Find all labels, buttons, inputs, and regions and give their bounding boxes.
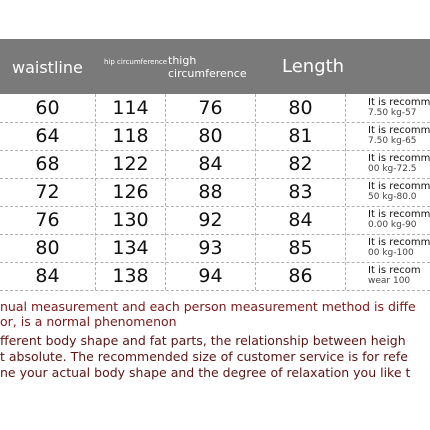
- cell-waist: 64: [35, 125, 60, 147]
- recommendation-text: It is recom: [368, 265, 421, 276]
- cell-length: 81: [288, 125, 313, 147]
- header-hip-label: hip circumference: [104, 58, 168, 66]
- recommendation-weight: 7.50 kg-65: [368, 136, 417, 146]
- footer-line-4: t absolute. The recommended size of customer service is for refe: [0, 351, 408, 364]
- recommendation-text: It is recomm: [368, 125, 430, 136]
- cell-length: 83: [288, 181, 313, 203]
- column-divider: [345, 94, 346, 290]
- column-divider: [95, 94, 96, 290]
- table-row: [0, 150, 430, 179]
- header-thigh: [168, 54, 268, 80]
- cell-hip: 138: [112, 265, 149, 287]
- cell-waist: 68: [35, 153, 60, 175]
- footer-line-5: ne your actual body shape and the degree of relaxation you like t: [0, 367, 411, 380]
- footer-line-3: fferent body shape and fat parts, the relationship between heigh: [0, 335, 406, 348]
- table-row: [0, 122, 430, 151]
- cell-length: 86: [288, 265, 313, 287]
- cell-length: 80: [288, 97, 313, 119]
- cell-length: 85: [288, 237, 313, 259]
- cell-length: 84: [288, 209, 313, 231]
- recommendation-text: It is recomm: [368, 209, 430, 220]
- weight-recommendation: [356, 262, 430, 290]
- cell-thigh: 88: [198, 181, 223, 203]
- cell-hip: 134: [112, 237, 149, 259]
- header-thigh-label: thigh circumference: [168, 54, 247, 80]
- cell-waist: 76: [35, 209, 60, 231]
- weight-recommendation: [356, 206, 430, 234]
- footer-line-2: or, is a normal phenomenon: [0, 316, 177, 329]
- table-row: [0, 234, 430, 263]
- cell-hip: 114: [112, 97, 149, 119]
- cell-waist: 84: [35, 265, 60, 287]
- weight-recommendation: [356, 94, 430, 122]
- cell-hip: 130: [112, 209, 149, 231]
- cell-thigh: 92: [198, 209, 223, 231]
- table-row: [0, 178, 430, 207]
- cell-waist: 80: [35, 237, 60, 259]
- column-divider: [255, 94, 256, 290]
- cell-thigh: 94: [198, 265, 223, 287]
- recommendation-weight: 7.50 kg-57: [368, 108, 417, 118]
- cell-hip: 118: [112, 125, 149, 147]
- recommendation-weight: 50 kg-80.0: [368, 192, 417, 202]
- table-row: [0, 94, 430, 123]
- cell-waist: 72: [35, 181, 60, 203]
- recommendation-text: It is recomm: [368, 181, 430, 192]
- recommendation-weight: 00 kg-72.5: [368, 164, 417, 174]
- recommendation-weight: 00 kg-100: [368, 248, 414, 258]
- footer-line-1: nual measurement and each person measurement method is diffe: [0, 301, 416, 314]
- recommendation-text: It is recomm: [368, 237, 430, 248]
- cell-length: 82: [288, 153, 313, 175]
- header-waistline: waistline: [12, 58, 83, 77]
- weight-recommendation: [356, 178, 430, 206]
- cell-thigh: 84: [198, 153, 223, 175]
- cell-hip: 122: [112, 153, 149, 175]
- recommendation-weight: 0.00 kg-90: [368, 220, 417, 230]
- recommendation-text: It is recomm: [368, 97, 430, 108]
- cell-thigh: 76: [198, 97, 223, 119]
- recommendation-text: It is recomm: [368, 153, 430, 164]
- column-divider: [165, 94, 166, 290]
- weight-recommendation: [356, 234, 430, 262]
- header-length: Length: [282, 56, 345, 77]
- header-hip: [104, 58, 174, 66]
- weight-recommendation: [356, 150, 430, 178]
- table-row: [0, 206, 430, 235]
- weight-recommendation: [356, 122, 430, 150]
- cell-waist: 60: [35, 97, 60, 119]
- cell-thigh: 80: [198, 125, 223, 147]
- cell-hip: 126: [112, 181, 149, 203]
- recommendation-weight: wear 100: [368, 276, 411, 286]
- table-row: [0, 262, 430, 291]
- cell-thigh: 93: [198, 237, 223, 259]
